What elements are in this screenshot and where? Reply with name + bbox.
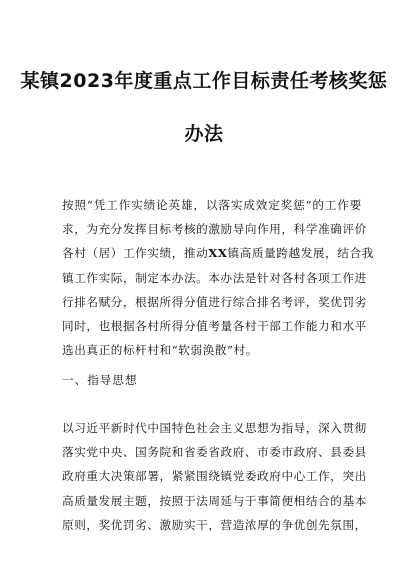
intro-line-5: 行排名赋分，根据所得分值进行综合排名考评，奖优罚劣 — [62, 294, 367, 309]
section1-line-2: 落实党中央、国务院和省委省政府、市委市政府、县委县 — [62, 445, 367, 460]
intro-line-7: 选出真正的标杆村和“软弱涣散”村。 — [62, 343, 258, 358]
intro-line-3c: 镇高质量跨越发展，结合我 — [227, 246, 374, 261]
intro-line-3 — [62, 241, 374, 265]
document-title-line-1: 某镇2023年度重点工作目标责任考核奖惩 — [20, 70, 388, 92]
intro-line-1: 按照“凭工作实绩论英雄，以落实成效定奖惩”的工作要 — [62, 198, 362, 212]
intro-line-4: 镇工作实际，制定本办法。本办法是针对各村各项工作进 — [62, 270, 367, 285]
document-title-line-2: 办法 — [184, 123, 224, 145]
section1-paragraph — [62, 416, 367, 537]
intro-line-2: 求，为充分发挥目标考核的激励导向作用，科学准确评价 — [62, 222, 367, 237]
intro-paragraph — [62, 193, 374, 362]
section1-line-3: 政府重大决策部署，紧紧围绕镇党委政府中心工作，突出 — [62, 469, 367, 484]
section1-line-4: 高质量发展主题，按照于法周延与于事简便相结合的基本 — [62, 493, 367, 508]
intro-line-6: 同时，也根据各村所得分值考量各村干部工作能力和水平 — [62, 319, 367, 334]
intro-line-3-xx: XX — [208, 246, 228, 261]
section1-line-1: 以习近平新时代中国特色社会主义思想为指导，深入贯彻 — [62, 421, 367, 435]
section1-line-5: 原则，奖优罚劣、激励实干，营造浓厚的争优创先氛围， — [62, 517, 367, 532]
intro-line-3a: 各村（居）工作实绩，推动 — [62, 246, 209, 261]
section-heading-guiding-ideology: 一、指导思想 — [62, 373, 138, 387]
